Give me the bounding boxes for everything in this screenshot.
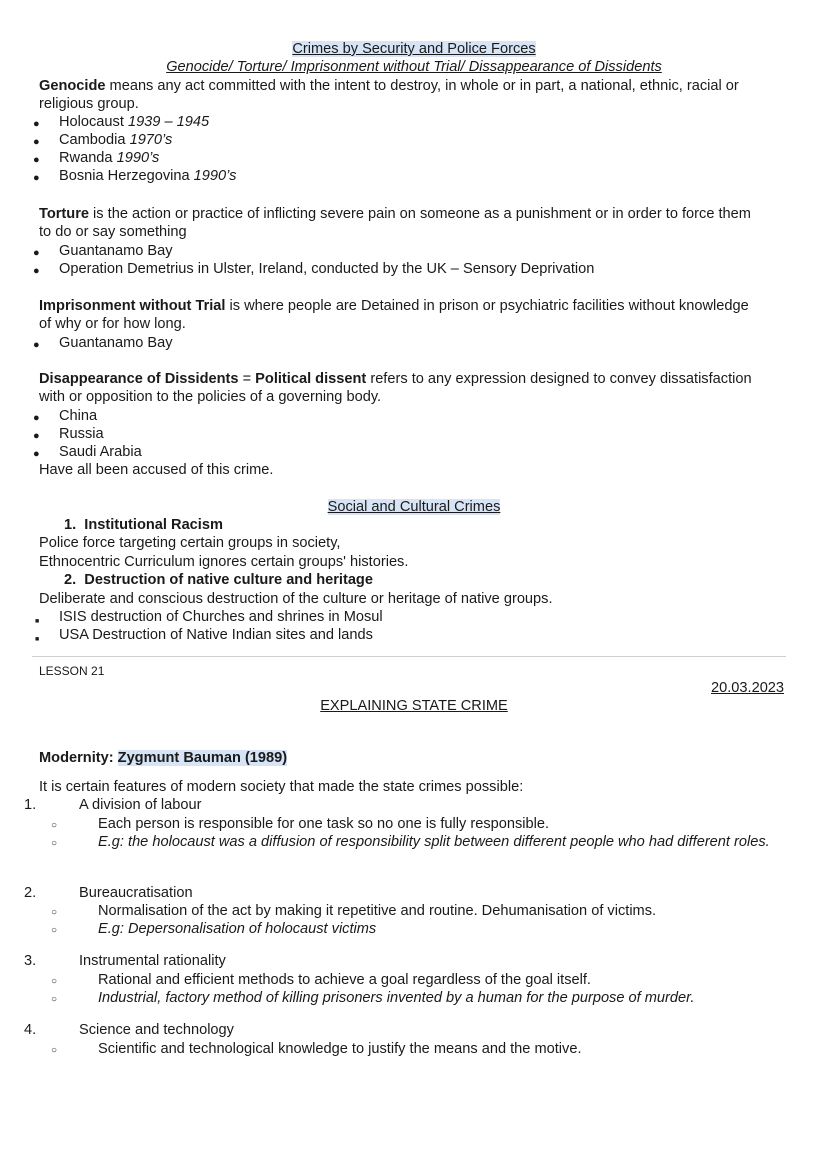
imprisonment-definition-cont: of why or for how long. [39,316,186,332]
sub-point: E.g: the holocaust was a diffusion of responsibility split between different people who had different roles. [98,834,770,850]
body-text: Police force targeting certain groups in society, [39,535,341,551]
circle-bullet-icon: ○ [51,976,58,987]
list-item: USA Destruction of Native Indian sites and lands [59,627,373,643]
list-item: Russia [59,426,104,442]
bullet-icon: ● [33,172,40,184]
disappearance-definition: Disappearance of Dissidents = Political dissent refers to any expression designed to convey dissatisfaction [39,371,752,387]
list-item: Rwanda 1990’s [59,150,160,166]
sub-point: Each person is responsible for one task so no one is fully responsible. [98,816,550,832]
section-title: Crimes by Security and Police Forces [292,41,536,57]
torture-definition: Torture is the action or practice of inflicting severe pain on someone as a punishment or in order to force them [39,206,751,222]
list-item: Bosnia Herzegovina 1990’s [59,168,237,184]
modernity-heading: Modernity: Zygmunt Bauman (1989) [39,750,288,766]
divider [32,656,786,657]
bullet-icon: ● [33,136,40,148]
intro-text: It is certain features of modern society that made the state crimes possible: [39,779,524,795]
bullet-icon: ■ [35,618,40,625]
section-subtitle: Genocide/ Torture/ Imprisonment without Trial/ Dissappearance of Dissidents [166,59,662,75]
circle-bullet-icon: ○ [51,838,58,849]
numbered-heading: 2. Destruction of native culture and heritage [64,572,373,588]
circle-bullet-icon: ○ [51,925,58,936]
sub-point: Rational and efficient methods to achieve a goal regardless of the goal itself. [98,972,591,988]
bullet-icon: ● [33,265,40,277]
sub-point: E.g: Depersonalisation of holocaust victims [98,921,377,937]
lesson-label: LESSON 21 [39,664,105,678]
closing-note: Have all been accused of this crime. [39,462,274,478]
list-item: Operation Demetrius in Ulster, Ireland, conducted by the UK – Sensory Deprivation [59,261,595,277]
imprisonment-definition: Imprisonment without Trial is where people are Detained in prison or psychiatric facilities without knowledge [39,298,749,314]
circle-bullet-icon: ○ [51,994,58,1005]
bullet-icon: ● [33,448,40,460]
sub-point: Normalisation of the act by making it repetitive and routine. Dehumanisation of victims. [98,903,657,919]
lesson-date: 20.03.2023 [711,680,785,696]
circle-bullet-icon: ○ [51,820,58,831]
bullet-icon: ● [33,339,40,351]
point-number: 1. [24,797,37,813]
list-item: Cambodia 1970’s [59,132,173,148]
list-item: Saudi Arabia [59,444,142,460]
circle-bullet-icon: ○ [51,1045,58,1056]
genocide-definition-cont: religious group. [39,96,139,112]
point-number: 2. [24,885,37,901]
body-text: Deliberate and conscious destruction of the culture or heritage of native groups. [39,591,553,607]
list-item: Guantanamo Bay [59,335,173,351]
bullet-icon: ● [33,118,40,130]
list-item: Guantanamo Bay [59,243,173,259]
point-title: Science and technology [79,1022,234,1038]
genocide-definition: Genocide means any act committed with the intent to destroy, in whole or in part, a national, ethnic, racial or [39,78,739,94]
point-title: Bureaucratisation [79,885,193,901]
circle-bullet-icon: ○ [51,907,58,918]
lesson-title: EXPLAINING STATE CRIME [320,698,508,714]
point-title: Instrumental rationality [79,953,226,969]
bullet-icon: ● [33,247,40,259]
point-number: 3. [24,953,37,969]
point-number: 4. [24,1022,37,1038]
body-text: Ethnocentric Curriculum ignores certain groups' histories. [39,554,409,570]
bullet-icon: ● [33,430,40,442]
list-item: China [59,408,98,424]
bullet-icon: ● [33,154,40,166]
sub-point: Industrial, factory method of killing prisoners invented by a human for the purpose of murder. [98,990,695,1006]
sub-point: Scientific and technological knowledge to justify the means and the motive. [98,1041,582,1057]
numbered-heading: 1. Institutional Racism [64,517,223,533]
point-title: A division of labour [79,797,202,813]
section-title: Social and Cultural Crimes [327,499,501,515]
disappearance-definition-cont: with or opposition to the policies of a governing body. [39,389,382,405]
bullet-icon: ● [33,412,40,424]
bullet-icon: ■ [35,636,40,643]
list-item: Holocaust 1939 – 1945 [59,114,210,130]
list-item: ISIS destruction of Churches and shrines in Mosul [59,609,383,625]
torture-definition-cont: to do or say something [39,224,187,240]
